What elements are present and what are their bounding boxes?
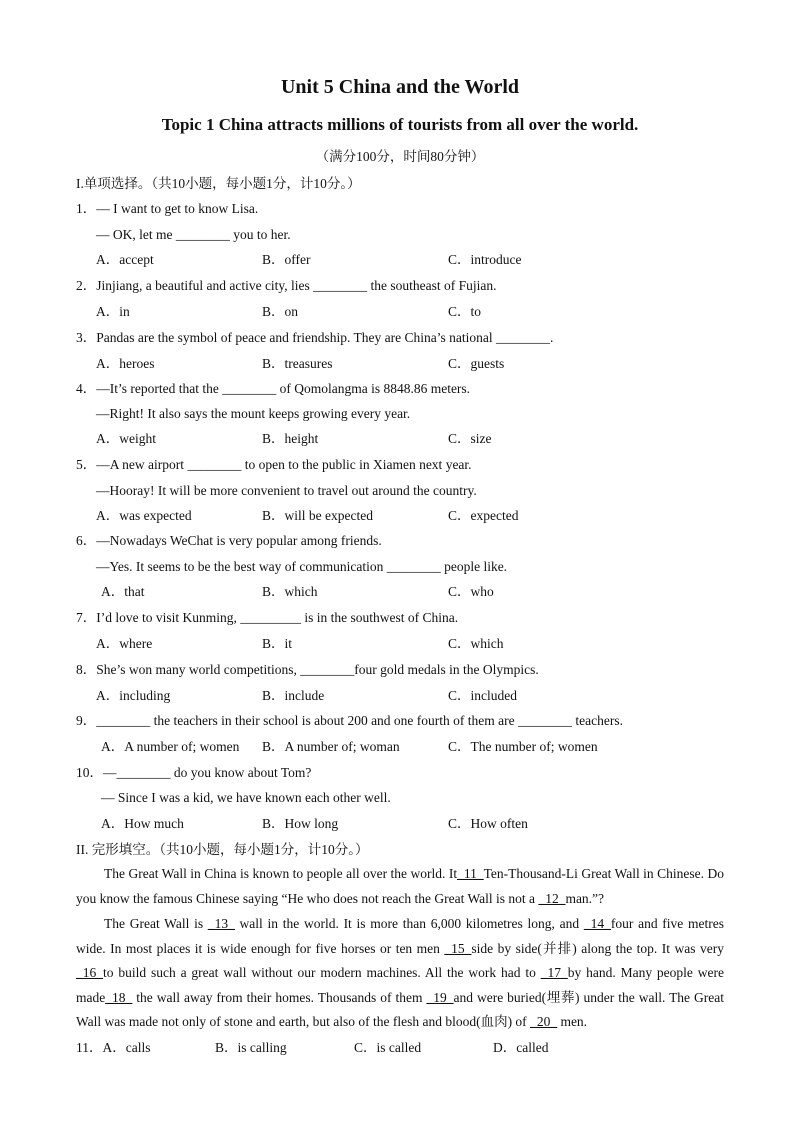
question-9-option-b: B．A number of; woman <box>262 739 400 754</box>
question-1-line2: — OK, let me ________ you to her. <box>96 227 291 242</box>
question-10-stem: 10．—________ do you know about Tom? <box>76 765 312 780</box>
question-1-option-b: B．offer <box>262 252 311 267</box>
question-6-stem: 6．—Nowadays WeChat is very popular among friends. <box>76 533 382 548</box>
question-11-option-d: D．called <box>493 1040 549 1055</box>
question-4-stem: 4．—It’s reported that the ________ of Qomolangma is 8848.86 meters. <box>76 381 471 396</box>
question-8-stem: 8．She’s won many world competitions, ________four gold medals in the Olympics. <box>76 662 539 677</box>
question-7-option-b: B．it <box>262 636 293 651</box>
blank-13: _13_ <box>207 916 235 931</box>
question-6-option-a: A．that <box>101 584 145 599</box>
cloze-p2-text-7: the wall away from their homes. Thousands of them <box>136 989 423 1005</box>
blank-19: _19_ <box>426 989 454 1005</box>
question-5-option-c: C．expected <box>448 508 519 523</box>
blank-17: _17_ <box>540 965 568 981</box>
question-8-option-a: A．including <box>96 688 171 703</box>
blank-20: _20_ <box>530 1014 558 1030</box>
question-10-option-a: A．How much <box>101 816 184 831</box>
question-3-stem: 3．Pandas are the symbol of peace and friendship. They are China’s national ________. <box>76 330 554 345</box>
question-1-option-c: C．introduce <box>448 252 522 267</box>
question-3-option-b: B．treasures <box>262 356 333 371</box>
question-6-line2: —Yes. It seems to be the best way of communication ________ people like. <box>96 559 508 574</box>
question-11-option-c: C．is called <box>354 1040 422 1055</box>
blank-12: _12_ <box>538 890 566 906</box>
question-9-stem: 9．________ the teachers in their school is about 200 and one fourth of them are ________ teachers. <box>76 713 623 728</box>
cloze-p2-text-5: to build such a great wall without our modern machines. All the work had to <box>103 965 536 981</box>
question-10-option-c: C．How often <box>448 816 528 831</box>
cloze-p1-text-1: The Great Wall in China is known to people all over the world. It <box>104 866 458 881</box>
question-4-option-a: A．weight <box>96 431 156 446</box>
cloze-p1-text-2: Ten-Thousand-Li Great Wall in Chinese. Do you know the famous Chinese saying “He who does not reach the Great Wall is not a <box>76 866 724 906</box>
question-7-option-c: C．which <box>448 636 504 651</box>
question-5-stem: 5．—A new airport ________ to open to the public in Xiamen next year. <box>76 457 472 472</box>
section-2-heading: II. 完形填空。（共10小题，每小题1分，计10分。） <box>76 842 369 857</box>
question-9-option-a: A．A number of; women <box>101 739 240 754</box>
question-5-option-a: A．was expected <box>96 508 192 523</box>
cloze-p2-text-6: by hand. Many people were made <box>76 965 725 1005</box>
cloze-p2-text-1: The Great Wall is <box>104 916 204 931</box>
question-6-option-b: B．which <box>262 584 318 599</box>
cloze-paragraph-2 <box>76 912 724 1035</box>
question-2-option-b: B．on <box>262 304 299 319</box>
question-4-option-c: C．size <box>448 431 492 446</box>
blank-11: _11_ <box>457 866 484 881</box>
question-7-option-a: A．where <box>96 636 153 651</box>
question-3-option-a: A．heroes <box>96 356 155 371</box>
question-9-option-c: C．The number of; women <box>448 739 598 754</box>
document-title: Unit 5 China and the World <box>280 76 520 98</box>
question-11-option-a: 11．A．calls <box>76 1040 151 1055</box>
question-3-option-c: C．guests <box>448 356 505 371</box>
question-4-line2: —Right! It also says the mount keeps growing every year. <box>96 406 411 421</box>
question-5-line2: —Hooray! It will be more convenient to travel out around the country. <box>96 483 477 498</box>
question-7-stem: 7．I’d love to visit Kunming, _________ is in the southwest of China. <box>76 610 459 625</box>
question-2-option-a: A．in <box>96 304 130 319</box>
question-1-stem: 1．— I want to get to know Lisa. <box>76 201 259 216</box>
section-1-heading: I.单项选择。（共10小题，每小题1分，计10分。） <box>76 176 361 191</box>
question-6-option-c: C．who <box>448 584 494 599</box>
cloze-p2-text-4: side by side(并排) along the top. It was very <box>471 940 725 956</box>
question-10-option-b: B．How long <box>262 816 339 831</box>
blank-15: _15_ <box>444 940 472 956</box>
question-11-option-b: B．is calling <box>215 1040 287 1055</box>
question-8-option-b: B．include <box>262 688 325 703</box>
question-8-option-c: C．included <box>448 688 517 703</box>
cloze-paragraph-1 <box>76 862 724 911</box>
cloze-p2-text-3: four and five metres wide. In most places it is wide enough for five horses or ten men <box>76 916 724 956</box>
question-1-option-a: A．accept <box>96 252 154 267</box>
blank-16: _16_ <box>76 965 103 981</box>
question-4-option-b: B．height <box>262 431 319 446</box>
cloze-p1-text-3: man.”? <box>565 890 605 906</box>
cloze-p2-text-9: men. <box>560 1014 588 1030</box>
topic-heading: Topic 1 China attracts millions of tourists from all over the world. <box>161 115 639 134</box>
cloze-p2-text-2: wall in the world. It is more than 6,000 kilometres long, and <box>239 916 580 931</box>
question-2-stem: 2．Jinjiang, a beautiful and active city, lies ________ the southeast of Fujian. <box>76 278 497 293</box>
score-time-note: （满分100分，时间80分钟） <box>315 149 485 164</box>
blank-14: _14_ <box>583 916 611 931</box>
blank-18: _18_ <box>105 989 133 1005</box>
cloze-p2-text-8: and were buried(埋葬) under the wall. The Great Wall was made not only of stone and earth, but also of the flesh and blood(血肉) of <box>76 989 725 1030</box>
question-10-line2: — Since I was a kid, we have known each other well. <box>101 790 391 805</box>
question-5-option-b: B．will be expected <box>262 508 373 523</box>
question-2-option-c: C．to <box>448 304 482 319</box>
